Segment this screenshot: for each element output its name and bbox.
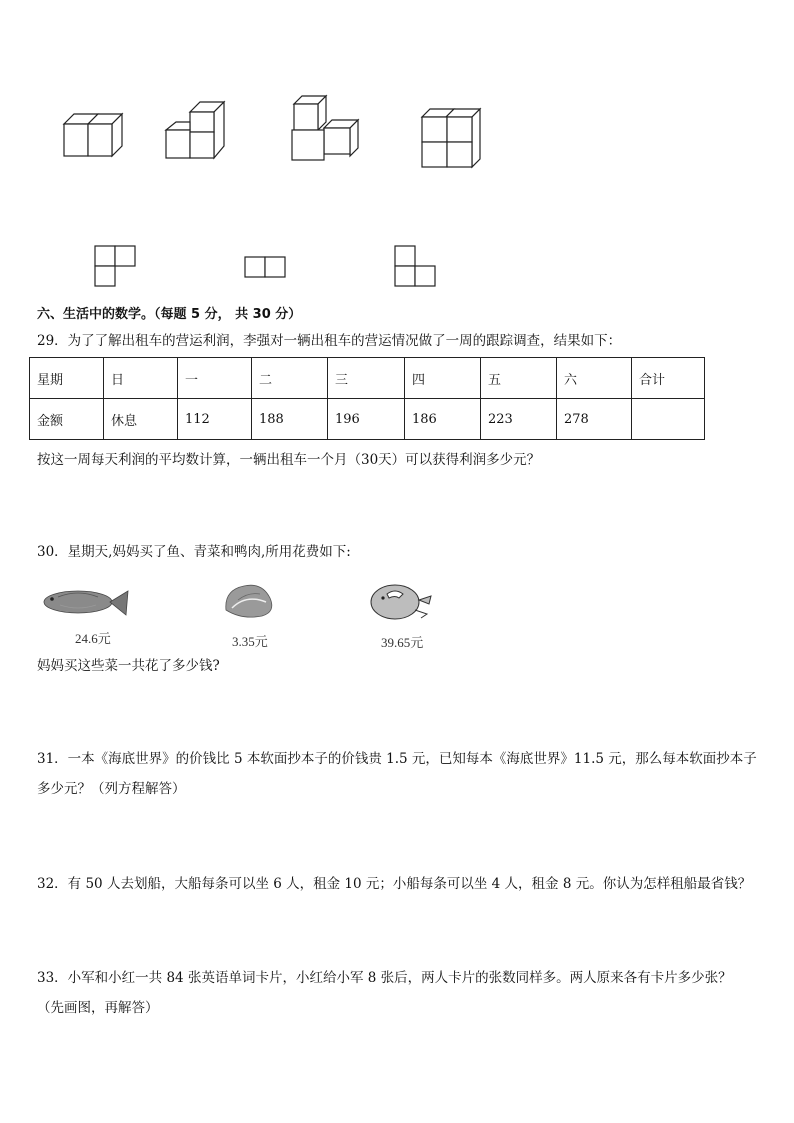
table-cell: 四 [405, 358, 481, 399]
table-cell: 六 [557, 358, 632, 399]
duck-icon [365, 578, 437, 622]
table-cell: 223 [481, 399, 557, 440]
question-31-line2: 多少元？（列方程解答） [37, 781, 186, 797]
view-figure-2 [244, 256, 288, 280]
view-figure-3 [394, 245, 438, 289]
table-cell: 196 [328, 399, 405, 440]
question-33-line2: （先画图，再解答） [37, 1000, 159, 1016]
table-cell: 金额 [30, 399, 104, 440]
question-29-question: 按这一周每天利润的平均数计算，一辆出租车一个月（30天）可以获得利润多少元？ [37, 452, 541, 468]
question-29-text: 29．为了了解出租车的营运利润，李强对一辆出租车的营运情况做了一周的跟踪调查，结果如下： [37, 333, 622, 349]
table-cell: 188 [252, 399, 328, 440]
vegetable-price: 3.35元 [232, 634, 268, 649]
view-figure-1 [94, 245, 138, 289]
table-cell: 合计 [632, 358, 705, 399]
fish-icon [38, 585, 130, 621]
table-cell: 186 [405, 399, 481, 440]
table-row [30, 399, 705, 440]
question-31-line1: 31．一本《海底世界》的价钱比 5 本软面抄本子的价钱贵 1.5 元，已知每本《海底世界》11.5 元，那么每本软面抄本子 [37, 751, 757, 767]
table-cell: 休息 [104, 399, 178, 440]
table-cell: 星期 [30, 358, 104, 399]
vegetable-icon [222, 580, 278, 620]
table-cell: 278 [557, 399, 632, 440]
duck-price: 39.65元 [381, 635, 424, 650]
rent-table [29, 357, 705, 440]
question-30-text: 30．星期天,妈妈买了鱼、青菜和鸭肉,所用花费如下: [37, 544, 351, 560]
cube-figure-4 [422, 107, 484, 169]
table-cell: 二 [252, 358, 328, 399]
section-title: 六、生活中的数学。（每题 5 分， 共 30 分） [37, 307, 302, 322]
fish-price: 24.6元 [75, 631, 111, 646]
table-cell: 一 [178, 358, 252, 399]
table-cell [632, 399, 705, 440]
table-cell: 日 [104, 358, 178, 399]
cube-figure-2 [166, 100, 226, 162]
table-cell: 112 [178, 399, 252, 440]
table-row [30, 358, 705, 399]
table-cell: 三 [328, 358, 405, 399]
cube-figure-1 [64, 112, 128, 160]
cube-figure-3 [292, 94, 362, 164]
question-30-question: 妈妈买这些菜一共花了多少钱? [37, 658, 220, 674]
table-cell: 五 [481, 358, 557, 399]
question-33-line1: 33．小军和小红一共 84 张英语单词卡片，小红给小军 8 张后，两人卡片的张数同样多。两人原来各有卡片多少张？ [37, 970, 732, 986]
question-32-text: 32．有 50 人去划船，大船每条可以坐 6 人，租金 10 元；小船每条可以坐 4 人，租金 8 元。你认为怎样租船最省钱？ [37, 876, 752, 892]
